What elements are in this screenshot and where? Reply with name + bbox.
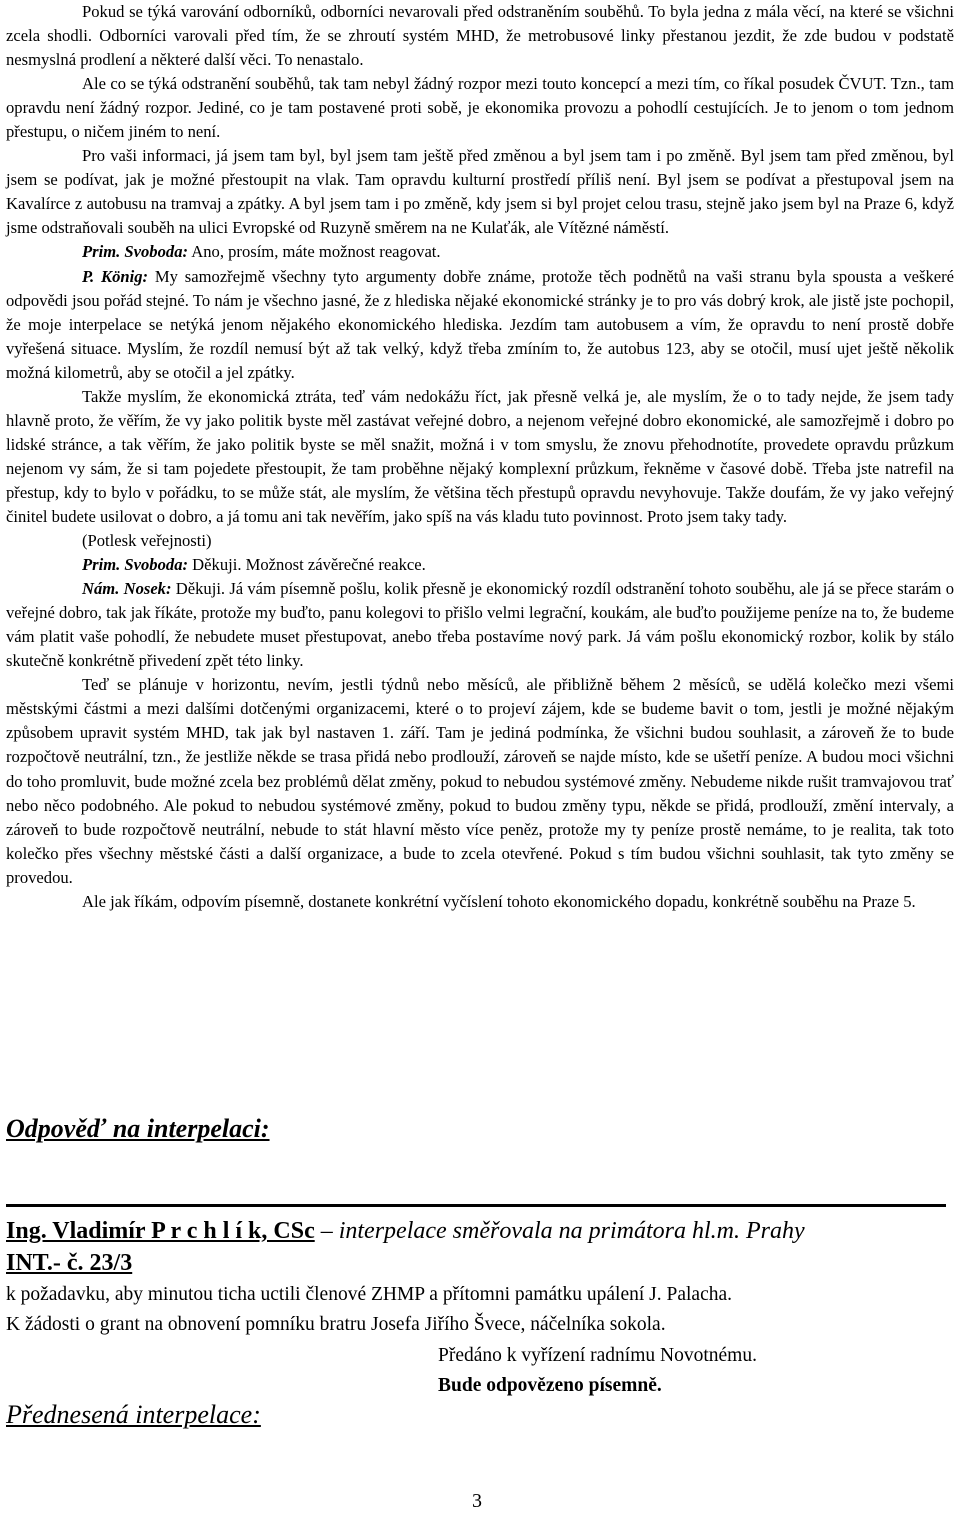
- paragraph: (Potlesk veřejnosti): [82, 531, 212, 551]
- answer-note: Bude odpovězeno písemně.: [438, 1375, 662, 1396]
- author-name: Ing. Vladimír P r c h l í k, CSc: [6, 1218, 315, 1244]
- paragraph: P. König: My samozřejmě všechny tyto argumenty dobře známe, protože těch podnětů na vaši stranu byla spousta a veškeré odpovědi jsou pořád stejné. To nám je všechno jasné, že z hlediska nějaké ekonomické stránky je to pro vás dobrý krok, ale jistě jste pochopil, že moje interpelace se netýká jenom nějakého ekonomického hlediska. Jezdím tam autobusem a vím, že opravdu to není prostě dobře vyřešená situace. Myslím, že rozdíl nemusí být až tak velký, když třeba zmíním to, že autobus 123, aby se otočil, musí ujet ještě několik možná kilometrů, aby se otočil a jel zpátky.: [6, 266, 954, 382]
- paragraph: Nám. Nosek: Děkuji. Já vám písemně pošlu, kolik přesně je ekonomický rozdíl odstranění tohoto souběhu, ale já se přece starám o veřejné dobro, tak jak říkáte, protože my buďto, panu kolegovi to přišlo velmi legrační, koukám, ale buďto použijeme peníze na to, že budeme vám platit vaše pohodlí, že nebudete muset přestupovat, anebo třeba postavíme nový park. Já vám pošlu ekonomický rozbor, kolik by stálo skutečně konkrétně přivedení zpět této linky.: [6, 579, 954, 671]
- section-divider: [6, 1204, 946, 1207]
- paragraph: Pokud se týká varování odborníků, odborníci nevarovali před odstraněním souběhů. To byla jedna z mála věcí, na které se všichni zcela shodli. Odborníci varovali před tím, že se zhroutí systém MHD, že metrobusové linky přestanou jezdit, že zde budou v podstatě nesmyslná prodlení a některé další věci. To nenastalo.: [6, 2, 954, 70]
- title-dash: –: [314, 1218, 339, 1244]
- page-number: 3: [472, 1490, 482, 1512]
- handed-over-note: Předáno k vyřízení radnímu Novotnému.: [438, 1345, 757, 1366]
- presented-heading: Přednesená interpelace:: [6, 1400, 261, 1429]
- speaker-name: Nám. Nosek:: [82, 579, 172, 599]
- paragraph: Ale jak říkám, odpovím písemně, dostanete konkrétní vyčíslení tohoto ekonomického dopadu, konkrétně souběhu na Praze 5.: [82, 891, 916, 911]
- speaker-name: Prim. Svoboda:: [82, 242, 189, 262]
- paragraph: Prim. Svoboda: Děkuji. Možnost závěrečné reakce.: [82, 555, 426, 575]
- interpellation-title: [6, 1216, 805, 1246]
- paragraph: Ale co se týká odstranění souběhů, tak tam nebyl žádný rozpor mezi touto koncepcí a mezi tím, co říkal posudek ČVUT. Tzn., tam opravdu není žádný rozpor. Jediné, co je tam postavené proti sobě, je ekonomika provozu a pohodlí cestujících. Je to jenom o tom jednom přestupu, o ničem jiném to není.: [6, 74, 954, 142]
- paragraph: Takže myslím, že ekonomická ztráta, teď vám nedokážu říct, jak přesně velká je, ale myslím, že o to tady nejde, že jsem tady hlavně proto, že věřím, že vy jako politik byste měl zastávat veřejné dobro, a nejenom veřejné dobro ekonomické, ale samozřejmě i dobro po lidské stránce, a tak věřím, že jako politik byste se měl snažit, možná i v tom smyslu, že znovu přehodnotíte, provedete opravdu průzkum nejenom vy sám, že si tam pojedete přestoupit, že tam proběhne nějaký komplexní průzkum, řekněme v časové době. Třeba jste natrefil na přestup, kdy to bylo v pořádku, to se může stát, ale myslím, že většina těch přestupů opravdu nevyhovuje. Takže doufám, že vy jako veřejný činitel budete usilovat o dobro, a já tomu ani tak nevěřím, jako spíš na vás kladu tuto povinnost. Proto jsem taky tady.: [6, 386, 954, 526]
- request-line: K žádosti o grant na obnovení pomníku bratru Josefa Jiřího Švece, náčelníka sokola.: [6, 1314, 666, 1335]
- paragraph: Pro vaši informaci, já jsem tam byl, byl jsem tam ještě před změnou a byl jsem tam i po změně. Byl jsem tam před změnou, byl jsem se podívat, jak je možné přestoupit na vlak. Tam opravdu kulturní prostředí příliš není. Byl jsem se podívat a přestupoval jsem na Kavalírce z autobusu na tramvaj a zpátky. A byl jsem tam i po změně, kdy jsem si byl projet celou trasu, stejně jako jsem byl na Praze 6, když jsme odstraňovali souběh na ulici Evropské od Ruzyně směrem na ne Kulaťák, ale Vítězné náměstí.: [6, 146, 954, 238]
- transcript-body: [6, 0, 954, 914]
- directed-to: interpelace směřovala na primátora hl.m. Prahy: [338, 1218, 805, 1244]
- speaker-name: P. König:: [82, 266, 149, 286]
- paragraph: Teď se plánuje v horizontu, nevím, jestli týdnů nebo měsíců, ale přibližně během 2 měsíců, se udělá kolečko mezi všemi městskými částmi a mezi dalšími dotčenými organizacemi, které o to projeví zájem, kde se budeme bavit o tom, jestli je možné nějakým způsobem upravit systém MHD, tak jak byl nastaven 1. září. Tam je jediná podmínka, že všichni budou souhlasit, a zároveň že to bude rozpočtově neutrální, tzn., že jestliže někde se trasa přidá nebo prodlouží, zároveň se najde místo, kde se ušetří peníze. A budou moci všichni do toho promluvit, bude možné zcela bez problémů dělat změny, pokud to nebudou systémové změny. Nebudeme nikde rušit tramvajovou trať nebo něco podobného. Ale pokud to nebudou systémové změny, pokud to budou změny typu, někde se přidá, prodlouží, změní intervaly, a zároveň to bude rozpočtově neutrální, nebude to stát hlavní město více peněz, protože my ty peníze prostě nemáme, to je realita, tak toto kolečko přes všechny městské části a další organizace, a bude to zcela otevřené. Pokud s tím budou všichni souhlasit, tak tyto změny se provedou.: [6, 675, 954, 887]
- request-line: k požadavku, aby minutou ticha uctili členové ZHMP a přítomni památku upálení J. Palacha.: [6, 1284, 733, 1305]
- answer-heading: Odpověď na interpelaci:: [6, 1114, 270, 1143]
- paragraph: Prim. Svoboda: Ano, prosím, máte možnost reagovat.: [82, 242, 441, 262]
- interpellation-number: INT.- č. 23/3: [6, 1250, 133, 1276]
- speaker-name: Prim. Svoboda:: [82, 555, 189, 575]
